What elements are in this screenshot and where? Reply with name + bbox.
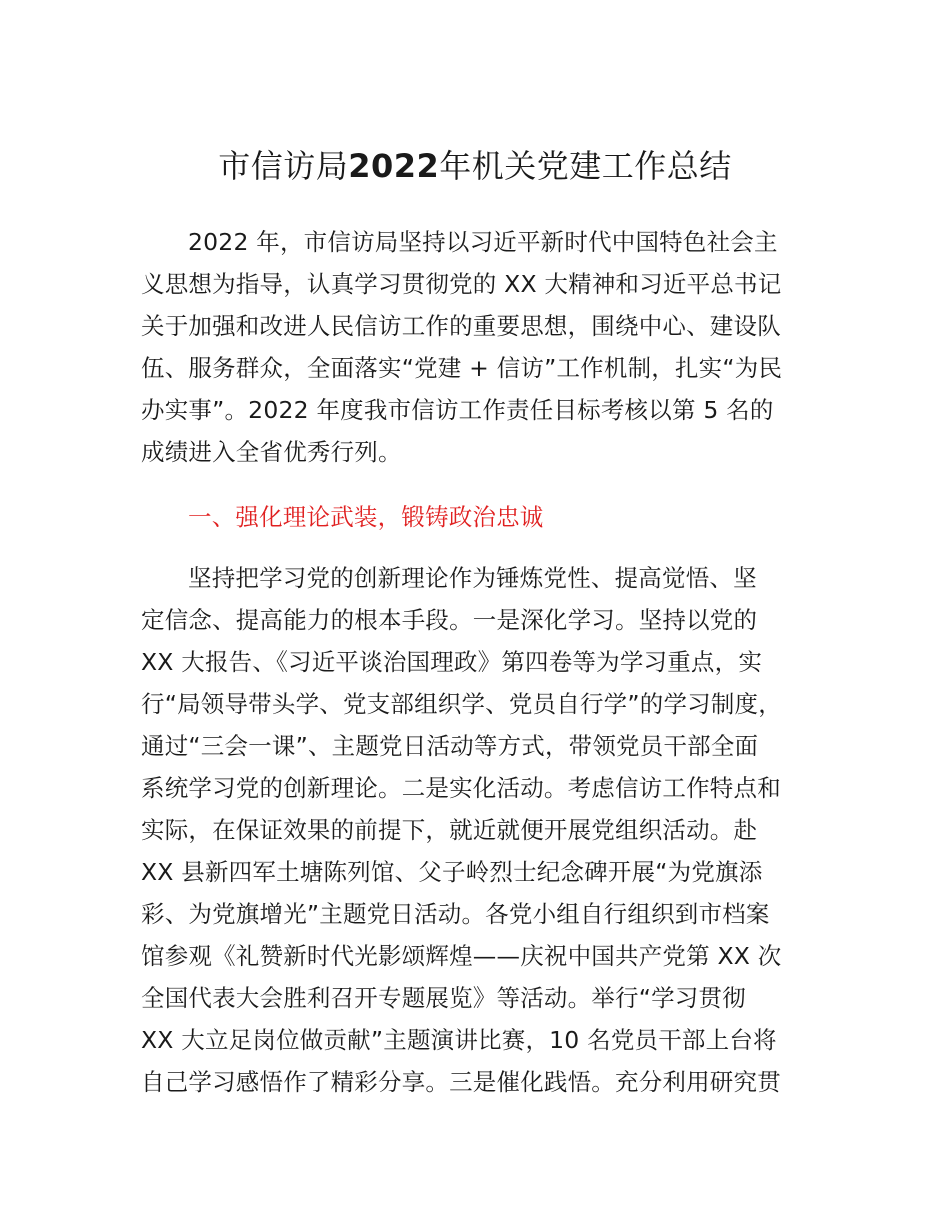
section-line: 坚持把学习党的创新理论作为锤炼党性、提高觉悟、坚 [188, 564, 757, 592]
section-line: 全国代表大会胜利召开专题展览》等活动。举行“学习贯彻 [141, 984, 746, 1012]
section-line: 系统学习党的创新理论。二是实化活动。考虑信访工作特点和 [141, 774, 781, 802]
section-line: 自己学习感悟作了精彩分享。三是催化践悟。充分利用研究贯 [141, 1068, 781, 1096]
section-line: XX 大立足岗位做贡献”主题演讲比赛，10 名党员干部上台将 [141, 1026, 777, 1054]
intro-line: 办实事”。2022 年度我市信访工作责任目标考核以第 5 名的 [141, 396, 774, 424]
section-line: 定信念、提高能力的根本手段。一是深化学习。坚持以党的 [141, 606, 758, 634]
section-line: XX 大报告、《习近平谈治国理政》第四卷等为学习重点，实 [141, 648, 763, 676]
section-line: 通过“三会一课”、主题党日活动等方式，带领党员干部全面 [141, 732, 759, 760]
title-suffix: 年机关党建工作总结 [439, 147, 732, 185]
intro-line: 2022 年，市信访局坚持以习近平新时代中国特色社会主 [188, 228, 778, 256]
section-line: 彩、为党旗增光”主题党日活动。各党小组自行组织到市档案 [141, 900, 770, 928]
document-title [0, 140, 950, 192]
section-paragraph [141, 557, 821, 1103]
section-heading: 一、强化理论武装，锻铸政治忠诚 [188, 503, 544, 531]
intro-line: 义思想为指导，认真学习贯彻党的 XX 大精神和习近平总书记 [141, 270, 782, 298]
section-line: 行“局领导带头学、党支部组织学、党员自行学”的学习制度， [141, 690, 782, 718]
intro-line: 成绩进入全省优秀行列。 [141, 438, 402, 466]
intro-paragraph [141, 221, 821, 473]
intro-line: 关于加强和改进人民信访工作的重要思想，围绕中心、建设队 [141, 312, 781, 340]
section-line: 实际，在保证效果的前提下，就近就便开展党组织活动。赴 [141, 816, 758, 844]
title-year: 2022 [348, 147, 440, 185]
intro-line: 伍、服务群众，全面落实“党建 + 信访”工作机制，扎实“为民 [141, 354, 783, 382]
title-prefix: 市信访局 [218, 147, 349, 185]
section-line: XX 县新四军土塘陈列馆、父子岭烈士纪念碑开展“为党旗添 [141, 858, 763, 886]
section-line: 馆参观《礼赞新时代光影颂辉煌——庆祝中国共产党第 XX 次 [141, 942, 782, 970]
